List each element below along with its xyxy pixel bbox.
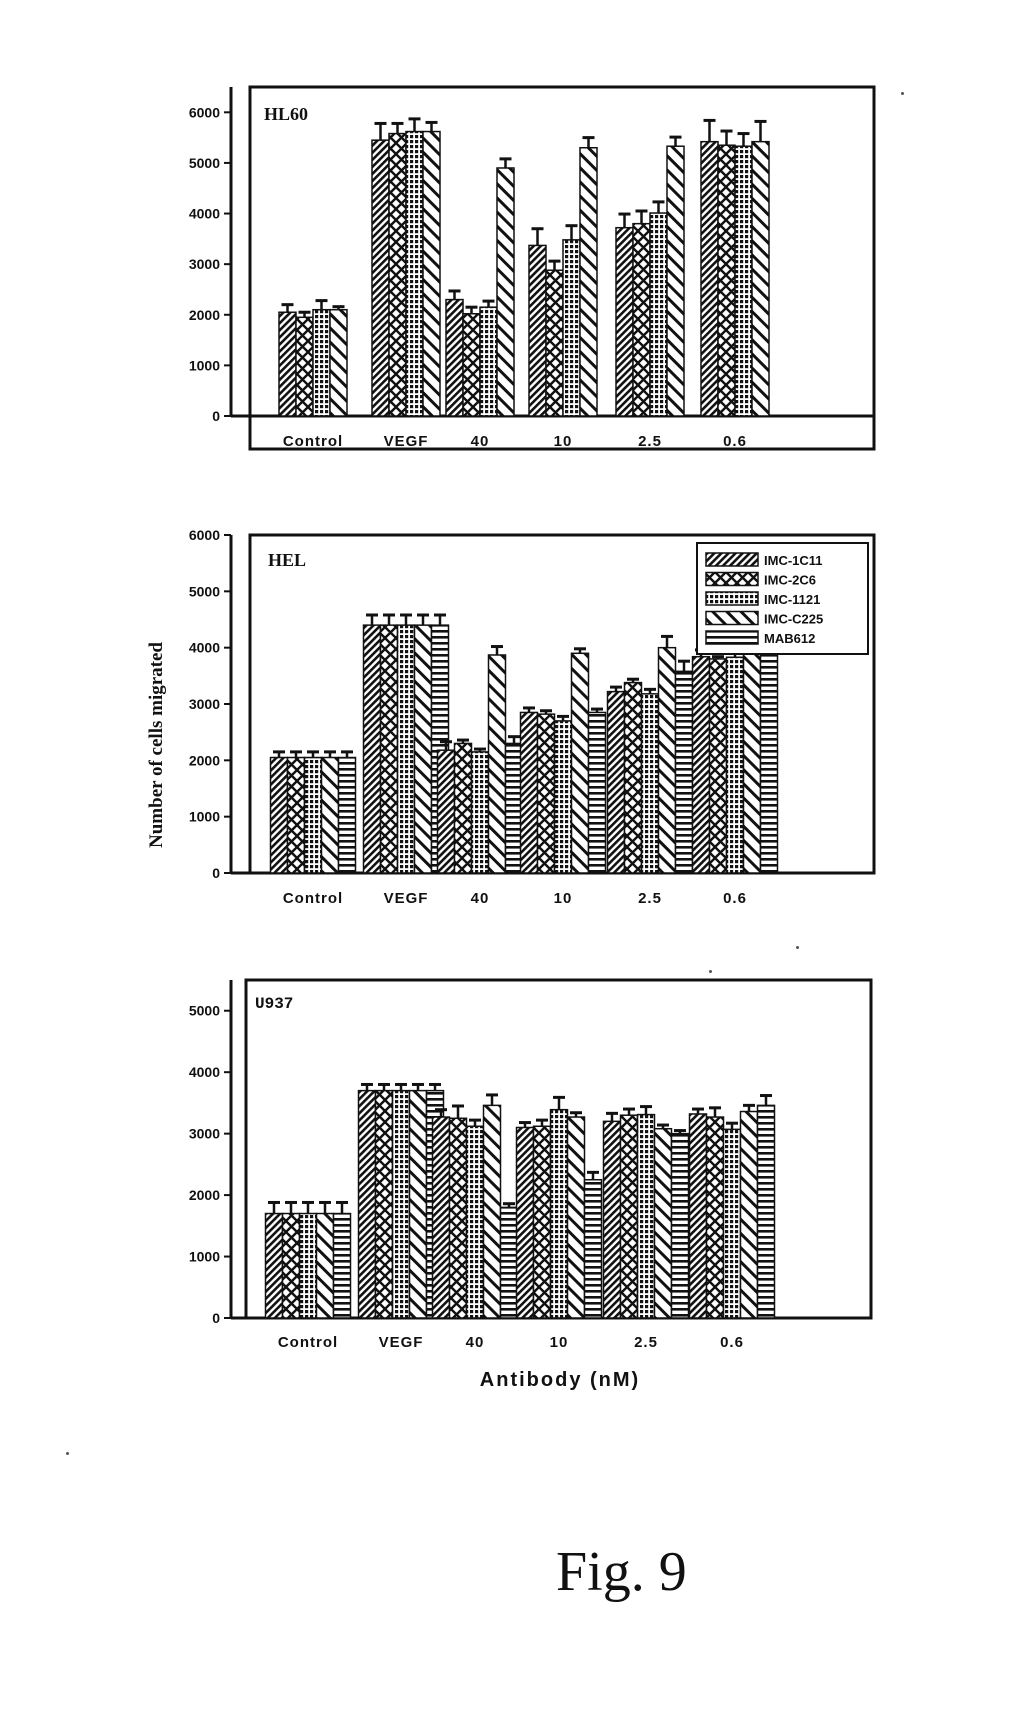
bar-imc-2c6 — [534, 1126, 551, 1318]
x-axis-labels — [283, 433, 747, 450]
y-tick-label: 1000 — [188, 357, 220, 374]
panel-title: U937 — [255, 995, 294, 1013]
y-tick-label: 2000 — [188, 306, 220, 323]
bar-imc-1121 — [467, 1126, 484, 1318]
y-tick-label: 5000 — [188, 583, 220, 600]
x-tick-label: Control — [277, 1334, 339, 1351]
bar-imc-1c11 — [438, 750, 455, 873]
x-axis-labels — [278, 1334, 744, 1351]
bar-imc-c225 — [415, 625, 432, 873]
bar-imc-1c11 — [266, 1214, 283, 1318]
x-tick-label: VEGF — [383, 433, 429, 450]
panel-title: HEL — [268, 550, 307, 570]
bar-imc-1c11 — [517, 1127, 534, 1318]
bar-imc-2c6 — [621, 1115, 638, 1318]
bar-imc-1c11 — [616, 228, 633, 416]
bar-imc-c225 — [489, 655, 506, 873]
legend — [697, 543, 868, 654]
bar-imc-1c11 — [279, 312, 296, 416]
legend-label: IMC-1121 — [764, 592, 821, 607]
bar-imc-c225 — [484, 1105, 501, 1318]
y-tick-label: 6000 — [188, 527, 220, 543]
y-tick-label: 4000 — [188, 639, 220, 656]
bar-imc-1c11 — [529, 245, 546, 416]
bar-imc-1c11 — [701, 142, 718, 416]
bar-imc-2c6 — [376, 1091, 393, 1318]
y-tick-label: 4000 — [188, 205, 220, 222]
figure-label: Fig. 9 — [556, 1541, 687, 1603]
bar-mab612 — [676, 671, 693, 873]
legend-label: MAB612 — [764, 631, 816, 646]
bar-imc-c225 — [667, 146, 684, 416]
bar-imc-c225 — [741, 1112, 758, 1318]
panel-title: HL60 — [264, 104, 309, 124]
y-tick-label: 0 — [212, 865, 220, 881]
bar-mab612 — [672, 1134, 689, 1318]
y-tick-label: 2000 — [188, 1187, 220, 1204]
bar-imc-1121 — [300, 1214, 317, 1318]
bar-mab612 — [589, 712, 606, 873]
legend-label: IMC-1C11 — [764, 553, 823, 568]
x-tick-label: 2.5 — [634, 1334, 658, 1351]
x-tick-label: 40 — [470, 433, 490, 450]
bars — [279, 119, 769, 416]
y-tick-label: 1000 — [188, 808, 220, 825]
bar-imc-1121 — [313, 310, 330, 416]
bar-imc-c225 — [423, 132, 440, 416]
bar-mab612 — [758, 1105, 775, 1318]
bar-imc-2c6 — [389, 134, 406, 416]
bar-imc-2c6 — [381, 625, 398, 873]
bar-mab612 — [761, 650, 778, 873]
bar-imc-2c6 — [283, 1214, 300, 1318]
y-tick-label: 2000 — [188, 752, 220, 769]
bar-imc-1121 — [551, 1110, 568, 1318]
x-tick-label: 2.5 — [638, 433, 662, 450]
bar-imc-2c6 — [625, 683, 642, 873]
bar-imc-c225 — [330, 310, 347, 416]
legend-swatch — [706, 631, 758, 644]
y-tick-label: 5000 — [188, 154, 220, 171]
x-tick-label: 0.6 — [720, 1334, 744, 1351]
x-tick-label: Control — [282, 890, 344, 907]
bar-imc-2c6 — [455, 743, 472, 873]
x-axis-labels — [283, 890, 747, 907]
y-tick-label: 5000 — [188, 1002, 220, 1019]
x-tick-label: VEGF — [378, 1334, 424, 1351]
bar-imc-1121 — [406, 132, 423, 416]
scan-speck — [796, 946, 799, 949]
scan-speck — [66, 1452, 69, 1455]
bar-imc-1121 — [735, 146, 752, 416]
bar-imc-1c11 — [693, 657, 710, 873]
x-tick-label: 10 — [553, 890, 573, 907]
bar-imc-2c6 — [718, 145, 735, 416]
bar-imc-1c11 — [521, 712, 538, 873]
bar-imc-1c11 — [359, 1091, 376, 1318]
bar-imc-1c11 — [604, 1121, 621, 1318]
y-tick-label: 0 — [212, 408, 220, 424]
bar-imc-c225 — [752, 142, 769, 416]
y-tick-label: 3000 — [188, 256, 220, 273]
bar-imc-2c6 — [296, 317, 313, 416]
bar-imc-2c6 — [288, 758, 305, 873]
bar-imc-2c6 — [707, 1117, 724, 1318]
bar-imc-c225 — [572, 653, 589, 873]
y-tick-label: 6000 — [188, 104, 220, 121]
bar-imc-2c6 — [463, 314, 480, 416]
bar-imc-1c11 — [271, 758, 288, 873]
bar-imc-c225 — [317, 1214, 334, 1318]
bar-imc-1121 — [650, 213, 667, 416]
panel-u937 — [189, 980, 871, 1351]
x-axis-title: Antibody (nM) — [479, 1369, 641, 1391]
x-tick-label: 40 — [470, 890, 490, 907]
scan-speck — [901, 92, 904, 95]
bar-imc-1c11 — [364, 625, 381, 873]
x-tick-label: 40 — [465, 1334, 485, 1351]
bar-imc-1c11 — [372, 140, 389, 416]
x-tick-label: Control — [282, 433, 344, 450]
bar-imc-1c11 — [690, 1114, 707, 1318]
bar-mab612 — [339, 758, 356, 873]
x-tick-label: 2.5 — [638, 890, 662, 907]
bar-imc-c225 — [655, 1129, 672, 1318]
bar-imc-2c6 — [450, 1118, 467, 1318]
bar-imc-1c11 — [446, 300, 463, 416]
bar-mab612 — [334, 1214, 351, 1318]
bar-mab612 — [501, 1207, 518, 1318]
bar-imc-1121 — [480, 307, 497, 416]
bar-imc-1121 — [724, 1129, 741, 1318]
y-tick-label: 1000 — [188, 1248, 220, 1265]
x-tick-label: 10 — [553, 433, 573, 450]
bar-imc-2c6 — [538, 714, 555, 873]
bar-imc-1121 — [472, 752, 489, 873]
bars — [266, 1084, 775, 1318]
x-tick-label: 0.6 — [723, 433, 747, 450]
y-tick-label: 0 — [212, 1310, 220, 1326]
bar-imc-2c6 — [710, 659, 727, 873]
x-tick-label: 10 — [549, 1334, 569, 1351]
bar-imc-2c6 — [633, 224, 650, 416]
legend-swatch — [706, 612, 758, 625]
bar-imc-2c6 — [546, 270, 563, 416]
bar-imc-1121 — [727, 657, 744, 873]
y-tick-label: 3000 — [188, 1125, 220, 1142]
y-tick-label: 4000 — [188, 1064, 220, 1081]
x-tick-label: 0.6 — [723, 890, 747, 907]
y-tick-label: 3000 — [188, 696, 220, 712]
bar-imc-c225 — [497, 168, 514, 416]
bar-imc-1121 — [305, 758, 322, 873]
bar-imc-1121 — [638, 1115, 655, 1318]
legend-swatch — [706, 592, 758, 605]
scan-speck — [709, 970, 712, 973]
bar-imc-c225 — [568, 1117, 585, 1318]
bar-imc-1c11 — [433, 1117, 450, 1318]
bar-imc-1121 — [642, 694, 659, 873]
legend-label: IMC-C225 — [764, 611, 824, 627]
bar-imc-c225 — [744, 651, 761, 873]
bar-mab612 — [585, 1180, 602, 1318]
bar-imc-1121 — [393, 1091, 410, 1318]
y-axis-title: Number of cells migrated — [146, 642, 167, 848]
bar-imc-c225 — [410, 1091, 427, 1318]
panel-hl60 — [189, 87, 874, 450]
legend-label: IMC-2C6 — [764, 572, 817, 588]
bar-imc-1121 — [555, 721, 572, 873]
bar-imc-1121 — [398, 625, 415, 873]
legend-swatch — [706, 553, 758, 566]
bar-imc-1121 — [563, 240, 580, 416]
legend-swatch — [706, 573, 758, 586]
bar-imc-c225 — [659, 648, 676, 873]
bar-imc-c225 — [580, 148, 597, 416]
bar-imc-1c11 — [608, 692, 625, 873]
bar-imc-c225 — [322, 758, 339, 873]
x-tick-label: VEGF — [383, 890, 429, 907]
